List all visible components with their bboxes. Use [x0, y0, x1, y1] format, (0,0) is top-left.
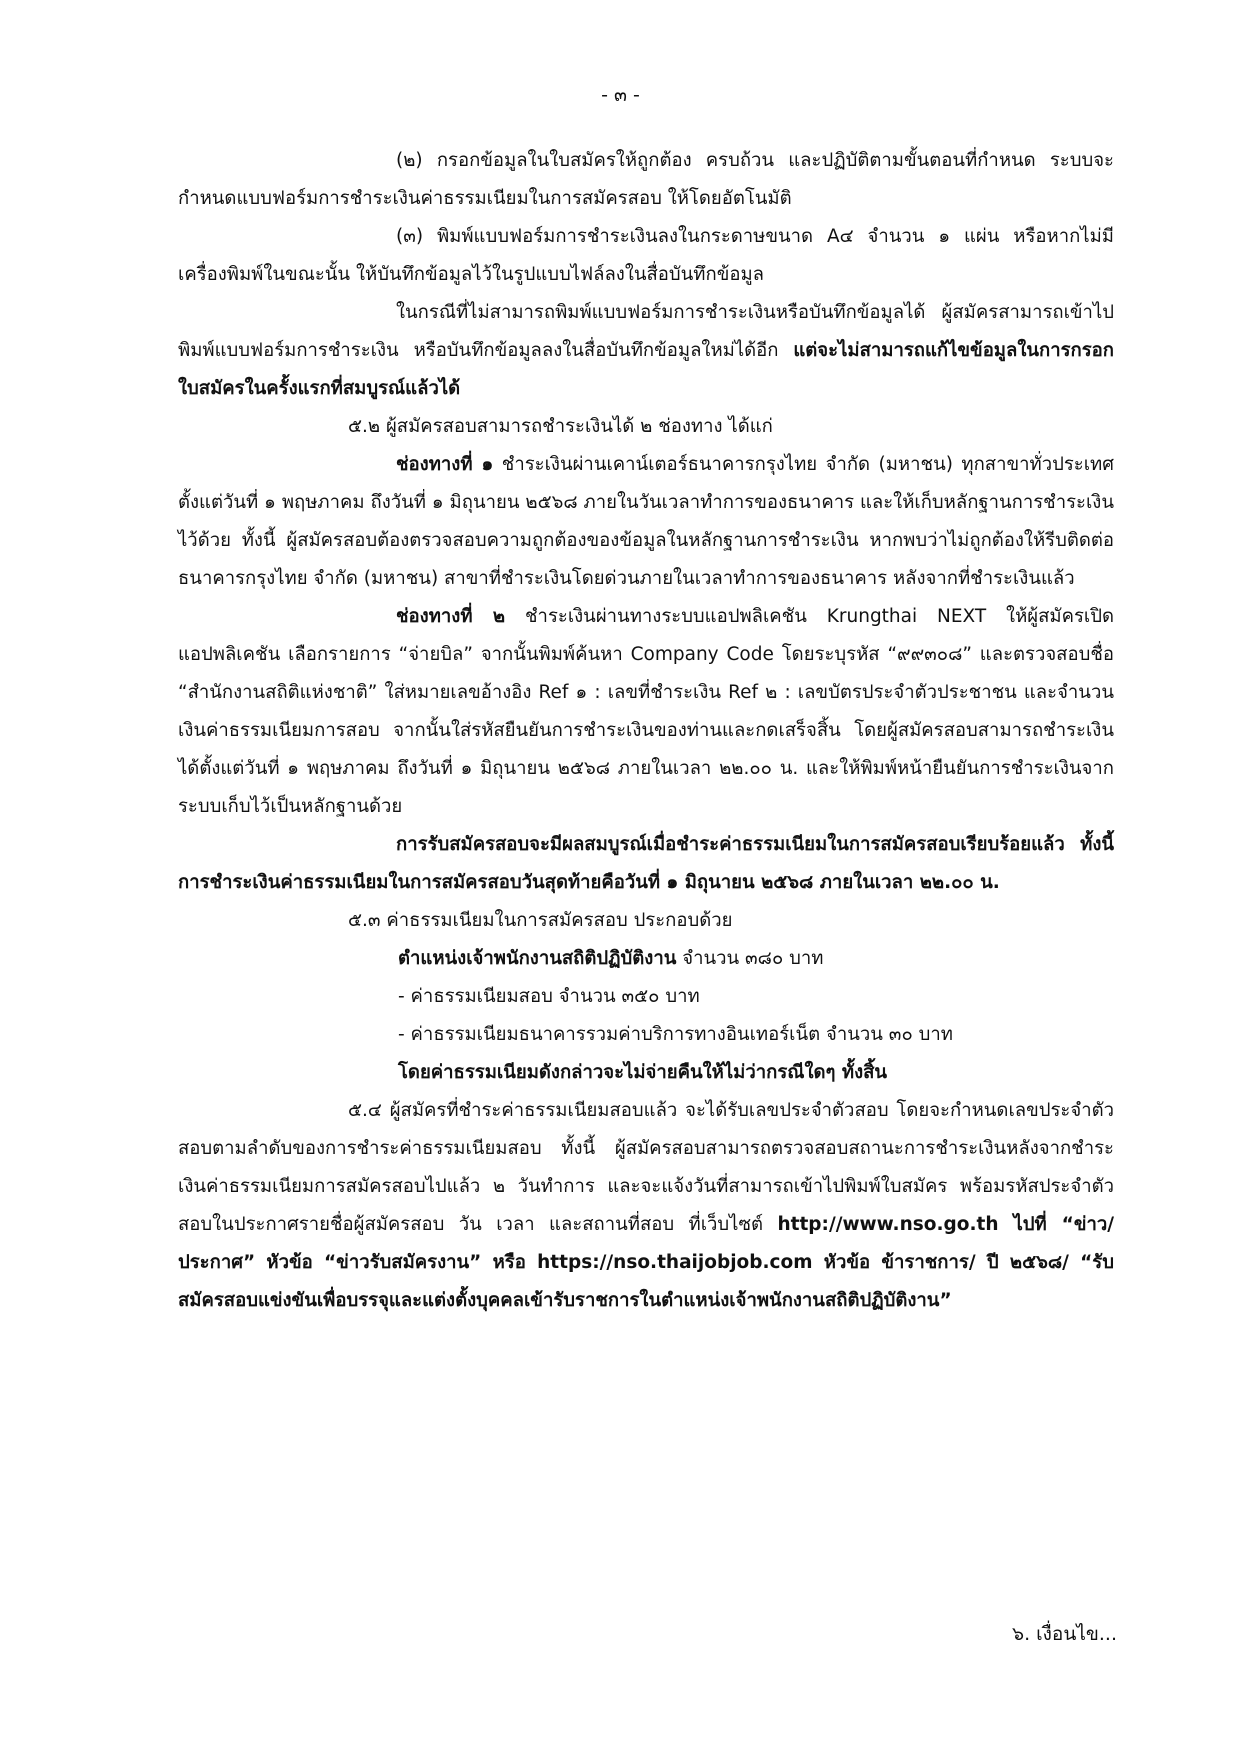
document-body	[178, 142, 1114, 1320]
fee-item-exam: - ค่าธรรมเนียมสอบ จำนวน ๓๕๐ บาท	[398, 986, 700, 1007]
payment-channel-1	[178, 446, 1114, 598]
no-edit-warning: แต่จะไม่สามารถแก้ไขข้อมูลในการกรอกใบสมัครในครั้งแรกที่สมบูรณ์แล้วได้	[178, 340, 1114, 399]
no-refund-note: โดยค่าธรรมเนียมดังกล่าวจะไม่จ่ายคืนให้ไม่ว่ากรณีใดๆ ทั้งสิ้น	[398, 1062, 888, 1083]
page-number: - ๓ -	[601, 84, 640, 106]
print-failure-note-text: ในกรณีที่ไม่สามารถพิมพ์แบบฟอร์มการชำระเงินหรือบันทึกข้อมูลได้ ผู้สมัครสามารถเข้าไปพิมพ์แบบฟอร์มการชำระเงิน หรือบันทึกข้อมูลลงในสื่อบันทึกข้อมูลใหม่ได้อีก	[178, 302, 1114, 361]
channel-1-label: ช่องทางที่ ๑	[396, 454, 494, 475]
fee-item-bank: - ค่าธรรมเนียมธนาคารรวมค่าบริการทางอินเทอร์เน็ต จำนวน ๓๐ บาท	[398, 1024, 953, 1045]
step-3-paragraph: (๓) พิมพ์แบบฟอร์มการชำระเงินลงในกระดาษขนาด A๔ จำนวน ๑ แผ่น หรือหากไม่มีเครื่องพิมพ์ในขณะนั้น ให้บันทึกข้อมูลไว้ในรูปแบบไฟล์ลงในสื่อบันทึกข้อมูล	[178, 226, 1114, 285]
section-5-4-paragraph	[178, 1092, 1114, 1320]
section-5-3-heading: ๕.๓ ค่าธรรมเนียมในการสมัครสอบ ประกอบด้วย	[348, 910, 733, 931]
channel-1-text: ชำระเงินผ่านเคาน์เตอร์ธนาคารกรุงไทย จำกัด (มหาชน) ทุกสาขาทั่วประเทศ ตั้งแต่วันที่ ๑ พฤษภาคม ถึงวันที่ ๑ มิถุนายน ๒๕๖๘ ภายในวันเวลาทำการของธนาคาร และให้เก็บหลักฐานการชำระเงินไว้ด้วย ทั้งนี้ ผู้สมัครสอบต้องตรวจสอบความถูกต้องของข้อมูลในหลักฐานการชำระเงิน หากพบว่าไม่ถูกต้องให้รีบติดต่อธนาคารกรุงไทย จำกัด (มหาชน) สาขาที่ชำระเงินโดยด่วนภายในเวลาทำการของธนาคาร หลังจากที่ชำระเงินแล้ว	[178, 454, 1114, 589]
section-5-4-text: ๕.๔ ผู้สมัครที่ชำระค่าธรรมเนียมสอบแล้ว จะได้รับเลขประจำตัวสอบ โดยจะกำหนดเลขประจำตัวสอบตามลำดับของการชำระค่าธรรมเนียมสอบ ทั้งนี้ ผู้สมัครสอบสามารถตรวจสอบสถานะการชำระเงินหลังจากชำระเงินค่าธรรมเนียมการสมัครสอบไปแล้ว ๒ วันทำการ และจะแจ้งวันที่สามารถเข้าไปพิมพ์ใบสมัคร พร้อมรหัสประจำตัวสอบในประกาศรายชื่อผู้สมัครสอบ วัน เวลา และสถานที่สอบ ที่เว็บไซต์	[178, 1100, 1114, 1235]
fee-position-amount: จำนวน ๓๘๐ บาท	[676, 948, 824, 969]
completion-note: การรับสมัครสอบจะมีผลสมบูรณ์เมื่อชำระค่าธรรมเนียมในการสมัครสอบเรียบร้อยแล้ว ทั้งนี้ การชำระเงินค่าธรรมเนียมในการสมัครสอบวันสุดท้ายคือวันที่ ๑ มิถุนายน ๒๕๖๘ ภายในเวลา ๒๒.๐๐ น.	[178, 834, 1114, 893]
section-5-4-links: http://www.nso.go.th ไปที่ “ข่าว/ประกาศ” หัวข้อ “ข่าวรับสมัครงาน” หรือ https://nso.thaijobjob.com หัวข้อ ข้าราชการ/ ปี ๒๕๖๘/ “รับสมัครสอบแข่งขันเพื่อบรรจุและแต่งตั้งบุคคลเข้ารับราชการในตำแหน่งเจ้าพนักงานสถิติปฏิบัติงาน”	[178, 1214, 1114, 1311]
fee-block	[178, 940, 1114, 1092]
fee-position-line	[398, 940, 1114, 978]
channel-2-text: ชำระเงินผ่านทางระบบแอปพลิเคชัน Krungthai NEXT ให้ผู้สมัครเปิดแอปพลิเคชัน เลือกรายการ “จ่ายบิล” จากนั้นพิมพ์ค้นหา Company Code โดยระบุรหัส “๙๙๓๐๘” และตรวจสอบชื่อ “สำนักงานสถิติแห่งชาติ” ใส่หมายเลขอ้างอิง Ref ๑ : เลขที่ชำระเงิน Ref ๒ : เลขบัตรประจำตัวประชาชน และจำนวนเงินค่าธรรมเนียมการสอบ จากนั้นใส่รหัสยืนยันการชำระเงินของท่านและกดเสร็จสิ้น โดยผู้สมัครสอบสามารถชำระเงินได้ตั้งแต่วันที่ ๑ พฤษภาคม ถึงวันที่ ๑ มิถุนายน ๒๕๖๘ ภายในเวลา ๒๒.๐๐ น. และให้พิมพ์หน้ายืนยันการชำระเงินจากระบบเก็บไว้เป็นหลักฐานด้วย	[178, 606, 1114, 817]
step-2-paragraph: (๒) กรอกข้อมูลในใบสมัครให้ถูกต้อง ครบถ้วน และปฏิบัติตามขั้นตอนที่กำหนด ระบบจะกำหนดแบบฟอร์มการชำระเงินค่าธรรมเนียมในการสมัครสอบ ให้โดยอัตโนมัติ	[178, 150, 1114, 209]
print-failure-note	[178, 294, 1114, 408]
continuation-footer: ๖. เงื่อนไข...	[1012, 1623, 1117, 1645]
fee-position-label: ตำแหน่งเจ้าพนักงานสถิติปฏิบัติงาน	[398, 948, 677, 969]
section-5-2-heading: ๕.๒ ผู้สมัครสอบสามารถชำระเงินได้ ๒ ช่องทาง ได้แก่	[348, 416, 773, 437]
channel-2-label: ช่องทางที่ ๒	[396, 606, 506, 627]
payment-channel-2	[178, 598, 1114, 826]
